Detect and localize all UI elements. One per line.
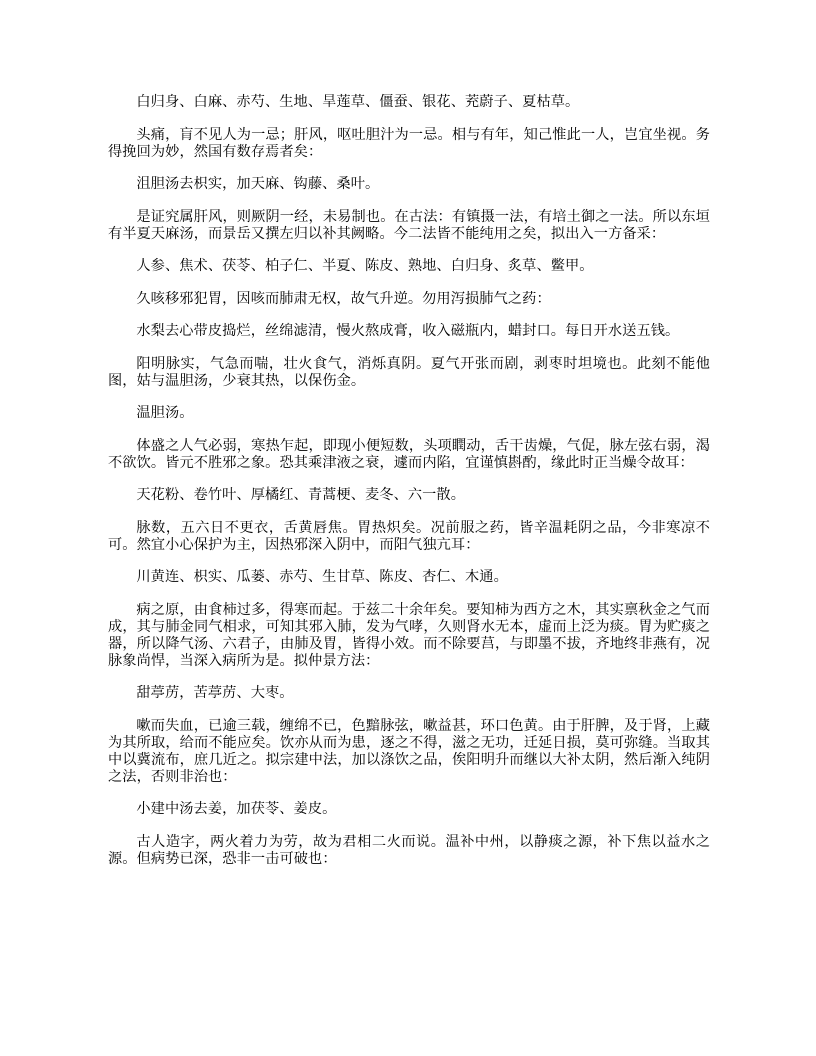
paragraph-prescription-2: 沮胆汤去枳实，加天麻、钩藤、桑叶。 xyxy=(136,176,380,192)
paragraph-case-cough-blood: 嗽而失血，已逾三载，缠绵不已，色黯脉弦，嗽益甚，环口色黄。由于肝脾，及于肾，上藏为其所取，给而不能应矣。饮亦从而为患，逐之不得，滋之无功，迁延日损，莫可弥缝。当取其中以冀流布，庶几近之。拟宗建中法，加以涤饮之品，俟阳明升而继以大补太阴，然后渐入纯阴之法，否则非治也： xyxy=(108,717,710,785)
paragraph-case-stomach-heat: 脉数，五六日不更衣，舌黄唇焦。胃热炽矣。况前服之药，皆辛温耗阴之品，今非寒凉不可。然宜小心保护为主，因热邪深入阴中，而阳气独亢耳： xyxy=(108,519,710,553)
paragraph-case-persimmon: 病之原，由食柿过多，得寒而起。于兹二十余年矣。要知柿为西方之木，其实禀秋金之气而成，其与肺金同气相求，可知其邪入肺，发为气哮，久则肾水无本，虚而上泛为痰。胃为贮痰之器，所以降气汤、六君子，由肺及胃，皆得小效。而不除要莒，与即墨不拔，齐地终非燕有，况脉象尚悍，当深入病所为是。拟仲景方法： xyxy=(108,601,710,669)
paragraph-case-yangming: 阳明脉实，气急而喘，壮火食气，消烁真阴。夏气开张而剧，剥枣时坦境也。此刻不能他图，姑与温胆汤，少衰其热，以保伤金。 xyxy=(108,355,710,389)
paragraph-prescription-5: 温胆汤。 xyxy=(136,405,194,421)
document-page xyxy=(108,94,710,883)
paragraph-case-chronic-cough: 久咳移邪犯胃，因咳而肺肃无权，故气升逆。勿用泻损肺气之药： xyxy=(136,290,551,307)
paragraph-case-liver-wind: 是证究属肝风，则厥阴一经，未易制也。在古法：有镇摄一法，有培土御之一法。所以东垣有半夏天麻汤，而景岳又撰左归以补其阙略。今二法皆不能纯用之矣，拟出入一方备采： xyxy=(108,208,710,242)
paragraph-prescription-9: 小建中汤去姜，加茯苓、姜皮。 xyxy=(136,801,337,817)
paragraph-prescription-1: 白归身、白麻、赤芍、生地、旱莲草、僵蚕、银花、茺蔚子、夏枯草。 xyxy=(136,94,580,110)
paragraph-case-chills-fever: 体盛之人气必弱，寒热乍起，即现小便短数，头项瞤动，舌干齿燥，气促，脉左弦右弱，渴不欲饮。皆元不胜邪之象。恐其乘津液之衰，遽而内陷，宜谨慎斟酌，缘此时正当燥令故耳： xyxy=(108,437,710,471)
paragraph-prescription-4: 水梨去心带皮捣烂，丝绵滤清，慢火熬成膏，收入磁瓶内，蜡封口。每日开水送五钱。 xyxy=(136,323,680,339)
paragraph-case-headache: 头痛，肓不见人为一忌；肝风，呕吐胆汁为一忌。相与有年，知己惟此一人，岂宜坐视。务得挽回为妙，然国有数存焉者矣： xyxy=(108,126,710,160)
paragraph-prescription-3: 人参、焦术、茯苓、柏子仁、半夏、陈皮、熟地、白归身、炙草、鳖甲。 xyxy=(136,258,594,274)
paragraph-case-consumption: 古人造字，两火着力为劳，故为君相二火而说。温补中州，以静痰之源，补下焦以益水之源。但病势已深，恐非一击可破也： xyxy=(108,833,710,867)
paragraph-prescription-8: 甜葶苈，苦葶苈、大枣。 xyxy=(136,685,294,701)
paragraph-prescription-6: 天花粉、卷竹叶、厚橘红、青蒿梗、麦冬、六一散。 xyxy=(136,487,466,503)
paragraph-prescription-7: 川黄连、枳实、瓜蒌、赤芍、生甘草、陈皮、杏仁、木通。 xyxy=(136,569,508,585)
